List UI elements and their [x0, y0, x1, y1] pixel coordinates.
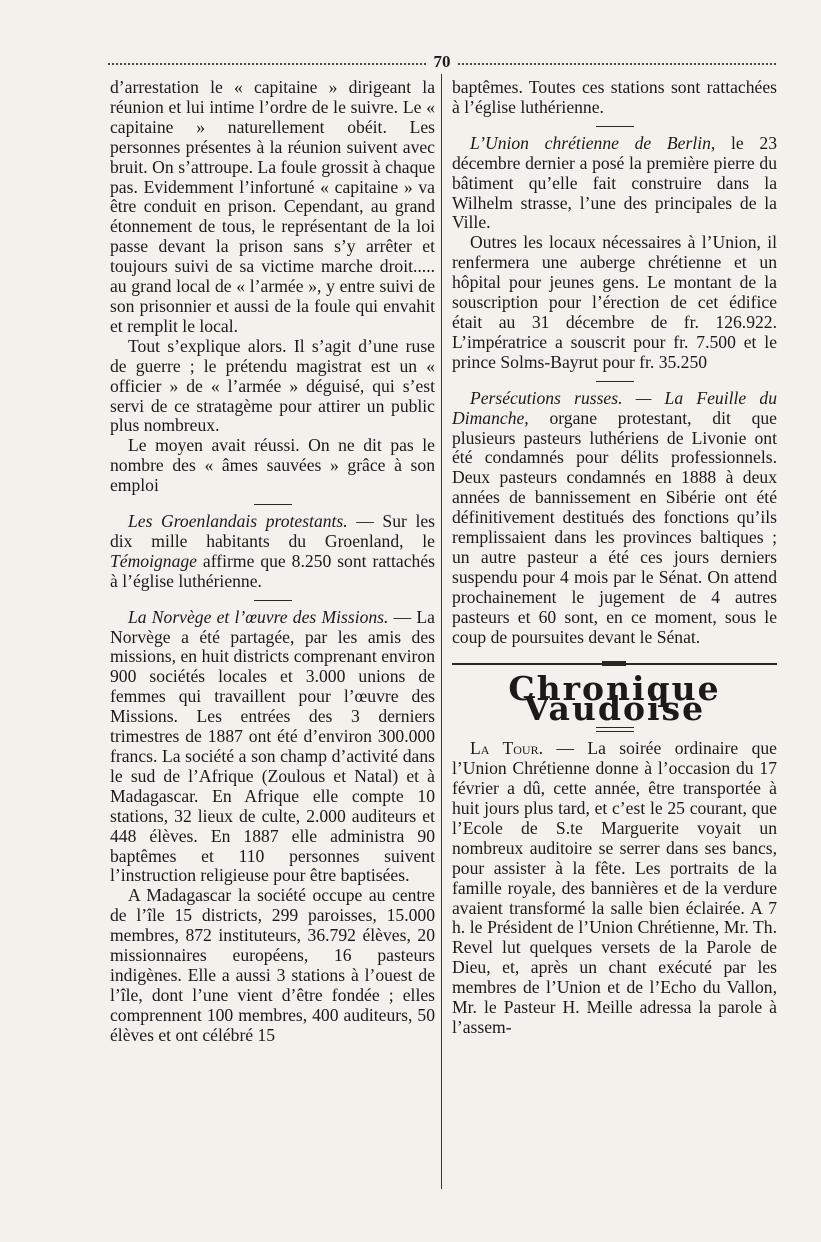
section-separator — [254, 600, 292, 601]
paragraph-moyen: Le moyen avait réussi. On ne dit pas le nombre des « âmes sauvées » grâce à son emploi — [110, 435, 435, 496]
page-header — [108, 52, 776, 74]
chronique-title: Chronique Vaudoise — [508, 669, 721, 729]
section-separator — [254, 504, 292, 505]
article-title: Persécutions russes. — La Feuille du Dimanche, — [452, 387, 777, 428]
paragraph-explication: Tout s’explique alors. Il s’agit d’une ruse de guerre ; le prétendu magistrat est un « officier » de « l’armée » déguisé, qui s’est servi de ce stratagème pour attirer un public plus nombreux. — [110, 335, 435, 436]
header-rule-left — [108, 63, 426, 65]
section-separator — [596, 126, 634, 127]
article-la-tour: La Tour. — La soirée ordinaire que l’Union Chrétienne donne à l’occasion du 17 février a dû, cette année, être transportée à huit jours plus tard, et c’est le 25 courant, que l’Ecole de S.te Marguerite voyait un nombreux auditoire se serrer dans ses bancs, pour assister à la fête. Les portraits de la famille royale, des bannières et de la verdure avaient transformé la salle bien éclairée. A 7 h. le Président de l’Union Chrétienne, Mr. Th. Revel lut quelques versets de la Parole de Dieu, et, après un chant exécuté par les membres de l’Union et de l’Echo du Vallon, Mr. le Pasteur H. Meille adressa la parole à l’assem- — [452, 738, 777, 1037]
header-rule-right — [458, 63, 776, 65]
article-title: L’Union chrétienne de Berlin, — [470, 132, 716, 153]
paragraph-madagascar: A Madagascar la société occupe au centre de l’île 15 districts, 299 paroisses, 15.000 membres, 872 instituteurs, 36.792 élèves, 20 missionnaires européens, 16 pasteurs indigènes. Elle a aussi 3 stations à l’ouest de l’île, dont l’une vient d’être fondée ; elles comprennent 100 membres, 400 auditeurs, 50 élèves et ont célébré 15 — [110, 885, 435, 1045]
page-number: 70 — [433, 52, 451, 71]
article-title: Les Groenlandais protestants. — [128, 511, 348, 532]
paragraph-locaux: Outres les locaux nécessaires à l’Union, il renfermera une auberge chrétienne et un hôpital pour jeunes gens. Le montant de la souscription pour l’érection de cet édifice était au 31 décembre de fr. 126.922. L’impératrice a souscrit pour fr. 7.500 et le prince Solms-Bayrut pour fr. 35.250 — [452, 232, 777, 372]
section-separator — [596, 381, 634, 382]
place-label: La Tour. — [470, 738, 543, 759]
article-groenlandais: Les Groenlandais protestants. — Sur les dix mille habitants du Groenland, le Témoignage affirme que 8.250 sont rattachés à l’église luthérienne. — [110, 511, 435, 591]
paragraph-arrestation: d’arrestation le « capitaine » dirigeant la réunion et lui intime l’ordre de le suivre. Le « capitaine » naturellement obéit. Les personnes présentes à la réunion suivent avec bruit. On s’attroupe. La foule grossit à chaque pas. Evidemment l’infortuné « capitaine » va être conduit en prison. Cependant, au grand étonnement de tous, le représentant de la loi passe devant la prison sans s’y arrêter et toujours suivi de sa victime marche droit..... au grand local de « l’armée », y entre suivi de son prisonnier et aussi de la foule qui envahit et remplit le local. — [110, 77, 435, 336]
column-divider — [441, 74, 442, 1189]
paragraph-continuation: baptêmes. Toutes ces stations sont rattachées à l’église luthérienne. — [452, 77, 777, 117]
article-title: La Norvège et l’œuvre des Missions. — [128, 606, 389, 627]
section-separator — [596, 727, 634, 732]
left-column — [110, 78, 435, 1046]
right-column — [452, 78, 777, 1038]
article-persecutions: Persécutions russes. — La Feuille du Dimanche, organe protestant, dit que plusieurs pasteurs luthériens de Livonie ont été condamnés pour délits professionnels. Deux pasteurs condamnés en 1888 à deux années de bannissement en Sibérie ont été définitivement destitués des fonctions qu’ils remplissaient dans les provinces baltiques ; un autre pasteur a été ces jours derniers suspendu pour 4 mois par le Sénat. On attend prochainement le jugement de 4 autres pasteurs et 60 sont, en ce moment, sous le coup de poursuites devant le Sénat. — [452, 387, 777, 647]
journal-name: Témoignage — [110, 550, 197, 571]
chronique-rule — [452, 663, 777, 665]
article-union-berlin: L’Union chrétienne de Berlin, le 23 décembre dernier a posé la première pierre du bâtiment qu’elle fait construire dans la Wilhelm strasse, l’une des principales de la Ville. — [452, 132, 778, 233]
article-norvege: La Norvège et l’œuvre des Missions. — La Norvège a été partagée, par les amis des missions, en huit districts comprenant environ 900 sociétés locales et 3.000 unions de femmes qui travaillent pour l’œuvre des Missions. Les entrées des 3 derniers trimestres de 1887 ont été d’environ 300.000 francs. La société a son champ d’activité dans le sud de l’Afrique (Zoulous et Natal) et à Madagascar. En Afrique elle compte 10 stations, 32 lieux de culte, 2.000 auditeurs et 448 élèves. En 1887 elle administra 90 baptêmes et 110 personnes suivent l’instruction religieuse pour être baptisées. — [110, 606, 435, 886]
